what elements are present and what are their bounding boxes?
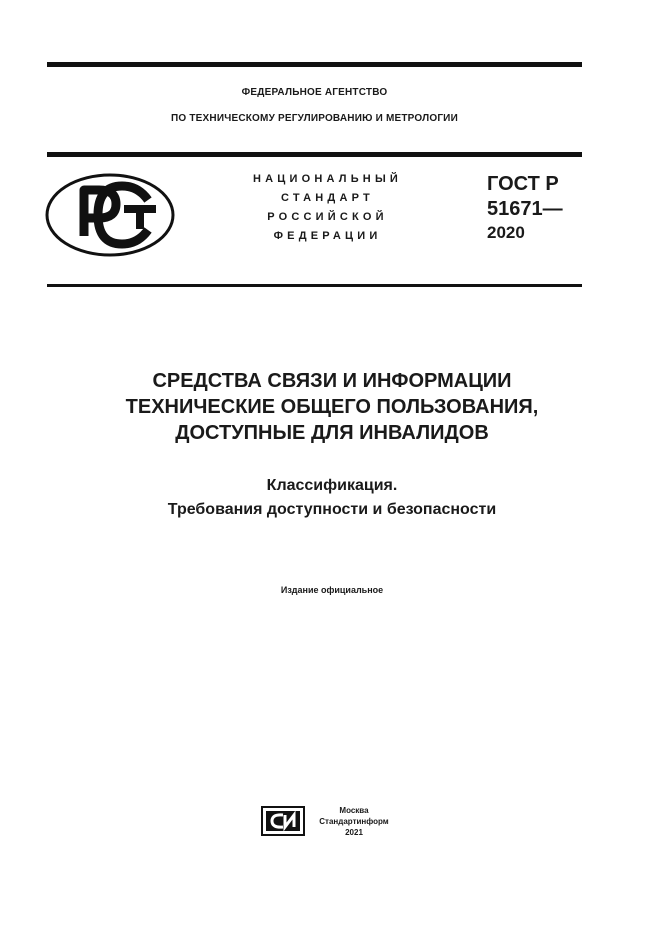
header-rule: [47, 152, 582, 157]
standard-designation: [487, 172, 563, 244]
designation-year: 2020: [487, 223, 525, 242]
national-standard-line3: РОССИЙСКОЙ: [267, 211, 388, 223]
subtitle-line2: Требования доступности и безопасности: [167, 501, 497, 518]
document-subtitle: [47, 474, 617, 522]
title-line1: СРЕДСТВА СВЯЗИ И ИНФОРМАЦИИ: [152, 370, 512, 392]
publisher-info: [308, 805, 400, 838]
agency-name-line2: ПО ТЕХНИЧЕСКОМУ РЕГУЛИРОВАНИЮ И МЕТРОЛОГИИ: [171, 113, 458, 124]
national-standard-line4: ФЕДЕРАЦИИ: [273, 230, 382, 242]
title-line2: ТЕХНИЧЕСКИЕ ОБЩЕГО ПОЛЬЗОВАНИЯ,: [125, 396, 539, 418]
national-standard-line1: НАЦИОНАЛЬНЫЙ: [252, 173, 403, 185]
designation-number: 51671—: [487, 198, 563, 220]
national-standard-line2: СТАНДАРТ: [281, 192, 374, 204]
header-bottom-rule: [47, 284, 582, 287]
publisher-logo: [261, 806, 305, 836]
publisher-name: Стандартинформ: [319, 817, 389, 826]
rst-conformity-logo: [44, 172, 176, 258]
edition-note: Издание официальное: [280, 585, 384, 595]
publisher-city: Москва: [339, 806, 369, 815]
designation-prefix: ГОСТ Р: [487, 173, 559, 195]
national-standard-label: [225, 170, 430, 246]
document-title: [47, 368, 617, 446]
title-line3: ДОСТУПНЫЕ ДЛЯ ИНВАЛИДОВ: [175, 422, 489, 444]
agency-name-line1: ФЕДЕРАЛЬНОЕ АГЕНТСТВО: [241, 87, 388, 98]
top-rule: [47, 62, 582, 67]
subtitle-line1: Классификация.: [266, 477, 398, 494]
publisher-year: 2021: [345, 828, 363, 837]
